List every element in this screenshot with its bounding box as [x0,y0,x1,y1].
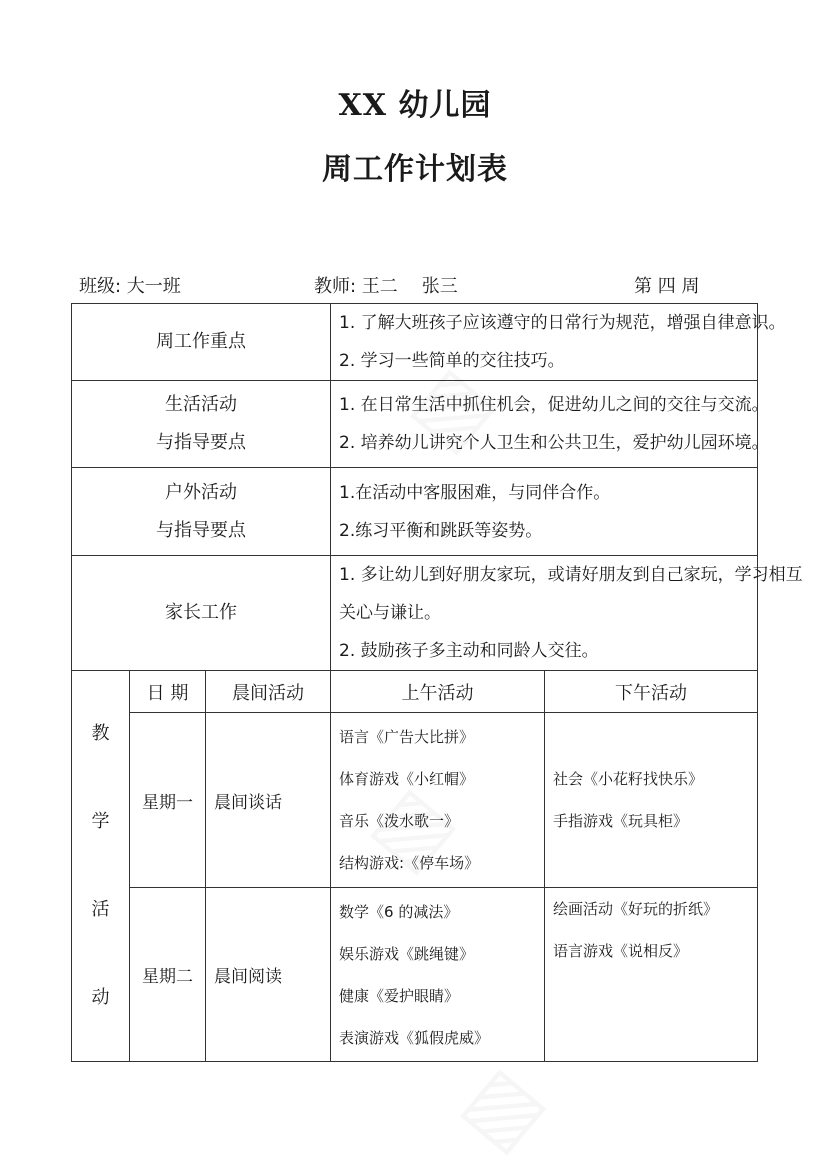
am-activity: 音乐《泼水歌一》 [339,812,460,830]
teaching-vertical-label [72,671,130,1062]
parent-label: 家长工作 [72,556,331,671]
outdoor-label [72,468,331,556]
teacher-name-2: 张三 [421,276,458,297]
outdoor-row [72,468,758,556]
pm-activity: 手指游戏《玩具柜》 [553,812,689,830]
pm-activities [545,713,758,888]
pm-activity: 社会《小花籽找快乐》 [553,770,704,788]
plan-table [71,303,803,1062]
outdoor-label-line-1: 户外活动 [165,481,237,503]
day-label: 星期二 [130,888,206,1062]
parent-line-3: 2. 鼓励孩子多主动和同龄人交往。 [339,641,599,661]
am-activities [331,888,545,1062]
parent-line-2: 关心与谦让。 [339,603,442,623]
am-activity: 娱乐游戏《跳绳键》 [339,944,475,963]
day-row-tuesday [72,888,758,1062]
am-activity: 结构游戏:《停车场》 [339,854,480,872]
life-content [331,381,769,468]
life-line-2: 2. 培养幼儿讲究个人卫生和公共卫生，爱护幼儿园环境。 [339,433,769,453]
am-activity: 语言《广告大比拼》 [339,728,475,746]
watermark-glyph [449,1047,567,1168]
vertical-char-3: 活 [91,899,110,920]
parent-row [72,556,758,671]
focus-label: 周工作重点 [72,304,331,381]
teaching-header-row [72,671,758,713]
pm-activity: 绘画活动《好玩的折纸》 [553,900,719,918]
week-info: 第 四 周 [634,276,700,297]
vertical-char-2: 学 [91,811,110,832]
outdoor-line-1: 1.在活动中客服困难，与同伴合作。 [339,482,611,503]
life-row [72,381,758,468]
am-activity: 体育游戏《小红帽》 [339,770,475,788]
header-am: 上午活动 [331,671,545,713]
pm-activities [545,888,758,1062]
am-activity: 健康《爱护眼睛》 [339,986,460,1005]
am-activity: 数学《6 的减法》 [339,902,459,921]
life-label [72,381,331,468]
life-label-line-1: 生活活动 [165,394,237,415]
focus-line-1: 1. 了解大班孩子应该遵守的日常行为规范，增强自律意识。 [339,313,786,333]
day-row-monday [72,713,758,888]
header-date: 日 期 [130,671,206,713]
morning-activity: 晨间谈话 [206,713,331,888]
am-activity: 表演游戏《狐假虎威》 [339,1028,490,1047]
school-title: XX 幼儿园 [338,88,492,123]
header-pm: 下午活动 [545,671,758,713]
focus-row [72,304,758,381]
class-info: 班级: 大一班 [79,276,181,297]
header-morning: 晨间活动 [206,671,331,713]
outdoor-line-2: 2.练习平衡和跳跃等姿势。 [339,520,543,541]
outdoor-content [331,468,758,556]
morning-activity: 晨间阅读 [206,888,331,1062]
vertical-char-1: 教 [91,723,110,744]
life-label-line-2: 与指导要点 [156,432,246,453]
focus-line-2: 2. 学习一些简单的交往技巧。 [339,351,565,371]
am-activities [331,713,545,888]
outdoor-label-line-2: 与指导要点 [156,519,246,541]
life-line-1: 1. 在日常生活中抓住机会，促进幼儿之间的交往与交流。 [339,395,769,415]
vertical-char-4: 动 [91,987,110,1008]
focus-content [331,304,786,381]
parent-line-1: 1. 多让幼儿到好朋友家玩，或请好朋友到自己家玩，学习相互 [339,565,803,585]
day-label: 星期一 [130,713,206,888]
pm-activity: 语言游戏《说相反》 [553,942,689,960]
parent-content [331,556,803,671]
teacher-name-1: 教师: 王二 [314,276,398,297]
teacher-info [314,272,458,298]
plan-title: 周工作计划表 [322,152,508,187]
